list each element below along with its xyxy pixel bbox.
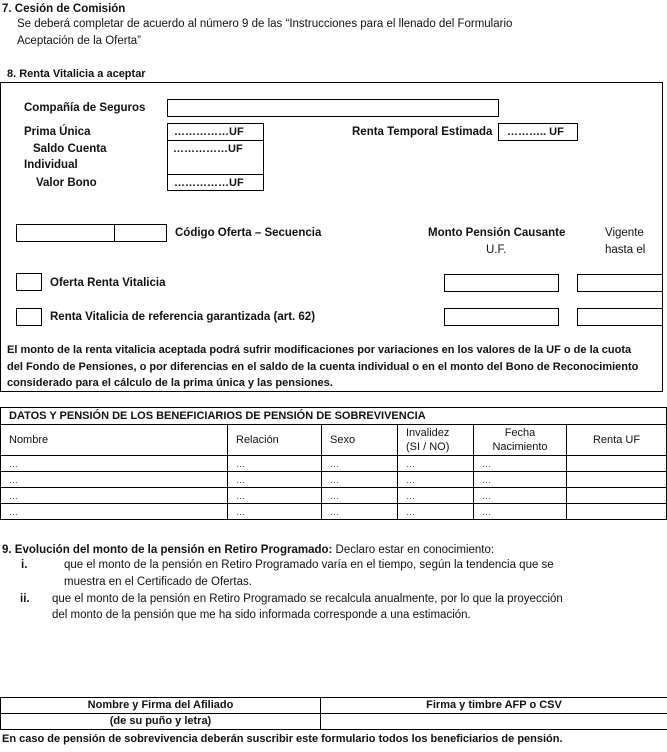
section9-intro: Declaro estar en conocimiento: — [332, 544, 495, 556]
section9-title: 9. Evolución del monto de la pensión en Retiro Programado: — [2, 544, 333, 556]
monto-pension-header: Monto Pensión Causante — [428, 227, 566, 239]
saldo-individual-label: Individual — [24, 159, 78, 171]
cell-renta[interactable] — [567, 472, 667, 488]
table-row — [1, 504, 667, 520]
afiliado-signature-sub: (de su puño y letra) — [1, 714, 321, 730]
cell-nombre[interactable]: … — [1, 488, 228, 504]
cell-fecha[interactable]: … — [474, 488, 567, 504]
secuencia-input[interactable] — [114, 224, 167, 242]
cell-sexo[interactable]: … — [322, 472, 398, 488]
section9-item2-line2: del monto de la pensión que me ha sido informada corresponde a una estimación. — [52, 609, 471, 621]
cell-fecha[interactable]: … — [474, 472, 567, 488]
cell-renta[interactable] — [567, 488, 667, 504]
afp-signature-label: Firma y timbre AFP o CSV — [321, 698, 667, 714]
section9-item2-line1: que el monto de la pensión en Retiro Programado se recalcula anualmente, por lo que la proyección — [52, 593, 563, 605]
section7-text-line1: Se deberá completar de acuerdo al número 9 de las “Instrucciones para el llenado del Formulario — [17, 18, 513, 30]
oferta-monto-input[interactable] — [444, 274, 559, 292]
disclaimer-line2: del Fondo de Pensiones, o por diferencias en el saldo de la cuenta individual o en el monto del Bono de Reconocimiento — [7, 361, 639, 373]
cell-nombre[interactable]: … — [1, 504, 228, 520]
cell-relacion[interactable]: … — [228, 488, 322, 504]
table-row — [1, 472, 667, 488]
section9-item1-line1: que el monto de la pensión en Retiro Programado varía en el tiempo, según la tendencia que se — [64, 559, 554, 571]
cell-invalidez[interactable]: … — [398, 488, 474, 504]
cell-sexo[interactable]: … — [322, 456, 398, 472]
signature-table — [0, 697, 667, 730]
cell-invalidez[interactable]: … — [398, 472, 474, 488]
col-sexo: Sexo — [322, 425, 398, 456]
renta-temporal-label: Renta Temporal Estimada — [352, 126, 493, 138]
section9-heading — [2, 544, 494, 556]
col-nombre: Nombre — [1, 425, 228, 456]
table-row — [1, 488, 667, 504]
cell-relacion[interactable]: … — [228, 456, 322, 472]
disclaimer-line1: El monto de la renta vitalicia aceptada podrá sufrir modificaciones por variaciones en los valores de la UF o de la cuota — [7, 344, 632, 356]
cell-fecha[interactable]: … — [474, 456, 567, 472]
cell-invalidez[interactable]: … — [398, 504, 474, 520]
section7-title: 7. Cesión de Comisión — [2, 3, 126, 15]
compania-input[interactable] — [167, 99, 499, 117]
section9-item1-marker: i. — [21, 559, 28, 571]
table-row — [1, 456, 667, 472]
afp-signature-field[interactable] — [321, 714, 667, 730]
vigente-hasta-header: hasta el — [605, 244, 646, 256]
compania-label: Compañía de Seguros — [24, 102, 146, 114]
afiliado-signature-label: Nombre y Firma del Afiliado — [1, 698, 321, 714]
col-invalidez: Invalidez (SI / NO) — [398, 425, 474, 456]
referencia-vigente-input[interactable] — [577, 308, 663, 326]
monto-pension-unit: U.F. — [486, 244, 507, 256]
col-relacion: Relación — [228, 425, 322, 456]
cell-renta[interactable] — [567, 456, 667, 472]
cell-fecha[interactable]: … — [474, 504, 567, 520]
prima-unica-label: Prima Única — [24, 126, 91, 138]
section9-item1-line2: muestra en el Certificado de Ofertas. — [64, 576, 252, 588]
col-fecha-nacimiento: Fecha Nacimiento — [474, 425, 567, 456]
oferta-renta-vitalicia-checkbox[interactable] — [16, 273, 42, 291]
section7-text-line2: Aceptación de la Oferta” — [17, 35, 142, 47]
renta-referencia-label: Renta Vitalicia de referencia garantizada (art. 62) — [50, 311, 316, 323]
section9-item2-marker: ii. — [20, 593, 30, 605]
saldo-cuenta-label: Saldo Cuenta — [33, 143, 107, 155]
codigo-oferta-input[interactable] — [16, 224, 115, 242]
prima-unica-input[interactable]: ……………UF — [167, 123, 264, 141]
footer-note: En caso de pensión de sobrevivencia deberán suscribir este formulario todos los beneficiarios de pensión. — [2, 733, 563, 745]
cell-sexo[interactable]: … — [322, 488, 398, 504]
vigente-header: Vigente — [605, 227, 644, 239]
cell-nombre[interactable]: … — [1, 472, 228, 488]
valor-bono-input[interactable]: ……………UF — [167, 174, 264, 191]
cell-nombre[interactable]: … — [1, 456, 228, 472]
referencia-monto-input[interactable] — [444, 308, 559, 326]
oferta-renta-vitalicia-label: Oferta Renta Vitalicia — [50, 277, 166, 289]
cell-sexo[interactable]: … — [322, 504, 398, 520]
valor-bono-label: Valor Bono — [36, 177, 97, 189]
disclaimer-line3: considerado para el cálculo de la prima única y las pensiones. — [7, 377, 333, 389]
oferta-vigente-input[interactable] — [577, 274, 663, 292]
section8-title: 8. Renta Vitalicia a aceptar — [7, 68, 146, 80]
cell-renta[interactable] — [567, 504, 667, 520]
codigo-oferta-label: Código Oferta – Secuencia — [175, 227, 322, 239]
beneficiarios-title: DATOS Y PENSIÓN DE LOS BENEFICIARIOS DE PENSIÓN DE SOBREVIVENCIA — [1, 408, 667, 425]
saldo-cuenta-input[interactable]: ……………UF — [173, 143, 243, 155]
cell-invalidez[interactable]: … — [398, 456, 474, 472]
cell-relacion[interactable]: … — [228, 504, 322, 520]
cell-relacion[interactable]: … — [228, 472, 322, 488]
col-renta-uf: Renta UF — [567, 425, 667, 456]
renta-temporal-input[interactable]: ……….. UF — [498, 123, 578, 141]
beneficiarios-table — [0, 407, 667, 520]
renta-referencia-checkbox[interactable] — [16, 308, 42, 326]
